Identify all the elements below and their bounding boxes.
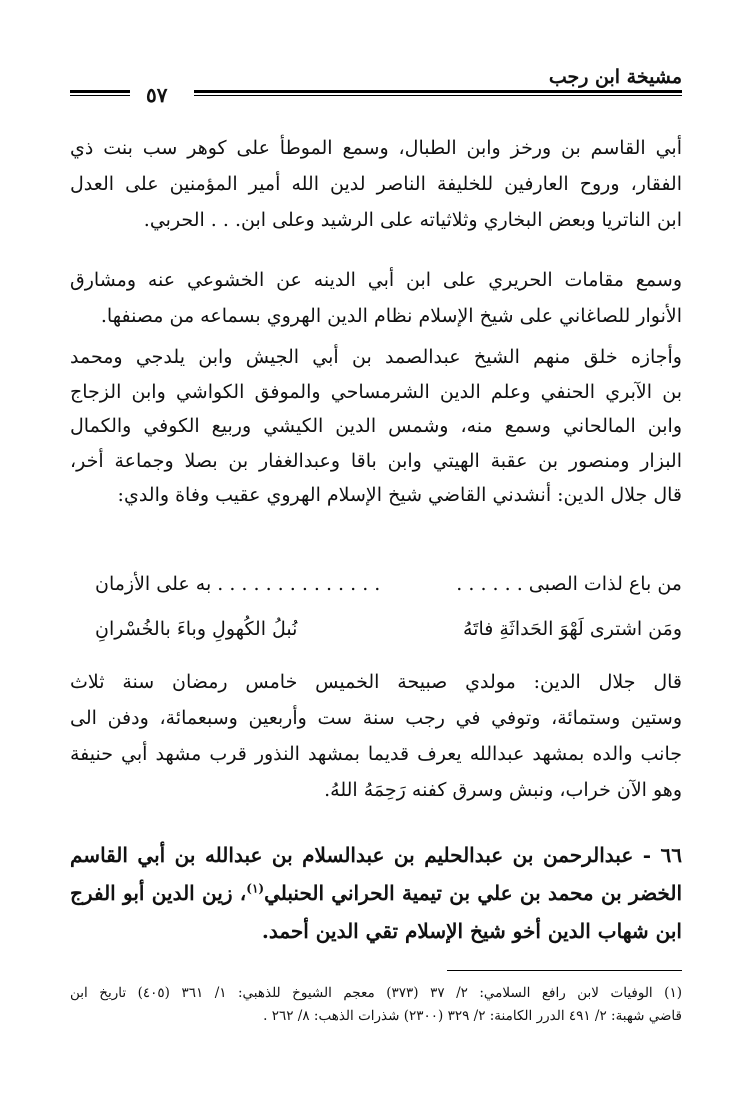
paragraph-1-line-2: الفقار، وروح العارفين للخليفة الناصر لدين الله أمير المؤمنين على العدل [70, 173, 682, 195]
paragraph-4-line-4: وهو الآن خراب، ونبش وسرق كفنه رَحِمَهُ اللهُ. [324, 779, 682, 801]
page-header [70, 66, 682, 106]
paragraph-3-line-4: البزار ومنصور بن عقبة الهيتي وابن باقا وعبدالغفار بن بصلا وجماعة أخر، [70, 450, 682, 472]
verse-2-first-hemistich: ومَن اشترى لَهْوَ الحَداثَةِ فاتَهُ [462, 618, 682, 640]
paragraph-1-line-1: أبي القاسم بن ورخز وابن الطبال، وسمع الموطأ على كوهر سب بنت ذي [70, 137, 682, 159]
verse-2-second-hemistich: نُبلُ الكُهولِ وباءَ بالخُسْرانِ [95, 618, 298, 640]
paragraph-3-line-1: وأجازه خلق منهم الشيخ عبدالصمد بن أبي الجيش وابن يلدجي ومحمد [70, 346, 682, 368]
footnote-separator [447, 970, 682, 971]
running-title: مشيخة ابن رجب [548, 66, 682, 88]
header-rule-short [70, 90, 130, 96]
entry-66-line-3: ابن شهاب الدين أخو شيخ الإسلام تقي الدين أحمد. [261, 919, 682, 943]
header-rule-long [194, 90, 682, 96]
paragraph-3-line-3: وابن المالحاني وسمع منه، وشمس الدين الكيشي وربيع الكوفي والكمال [70, 415, 682, 437]
verse-1-first-hemistich: من باع لذات الصبى . . . . . . [456, 573, 682, 595]
entry-66-line-2-text: الخضر بن محمد بن علي بن تيمية الحراني الحنبلي [264, 881, 682, 905]
entry-66-line-2-tail: ، زين الدين أبو الفرج [70, 881, 247, 905]
paragraph-2-line-1: وسمع مقامات الحريري على ابن أبي الدينه عن الخشوعي عنه ومشارق [70, 269, 682, 291]
footnote-reference[interactable]: (١) [246, 881, 265, 896]
paragraph-3-line-2: بن الآبري الحنفي وعلم الدين الشرمساحي والموفق الكواشي وابن الزجاج [70, 381, 682, 403]
paragraph-1-line-3: ابن الناتريا وبعض البخاري وثلاثياته على الرشيد وعلى ابن. . . الحربي. [143, 209, 682, 231]
footnote-line-2: قاضي شهبة: ٢/ ٤٩١ الدرر الكامنة: ٢/ ٣٢٩ (٢٣٠٠) شذرات الذهب: ٨/ ٢٦٢ . [263, 1008, 682, 1024]
entry-66-line-1: ٦٦ - عبدالرحمن بن عبدالحليم بن عبدالسلام بن عبدالله بن أبي القاسم [70, 843, 682, 867]
page-number: ٥٧ [146, 83, 168, 107]
paragraph-3-line-5: قال جلال الدين: أنشدني القاضي شيخ الإسلام الهروي عقيب وفاة والدي: [117, 484, 682, 506]
footnote-line-1: (١) الوفيات لابن رافع السلامي: ٢/ ٣٧ (٣٧٣) معجم الشيوخ للذهبي: ١/ ٣٦١ (٤٠٥) تاريخ ابن [70, 985, 682, 1001]
paragraph-4-line-3: جانب والده بمشهد عبدالله يعرف قديما بمشهد النذور قرب مشهد أبي حنيفة [70, 743, 682, 765]
paragraph-4-line-2: وستين وستمائة، وتوفي في رجب سنة ست وأربعين وسبعمائة، ودفن الى [70, 707, 682, 729]
paragraph-4-line-1: قال جلال الدين: مولدي صبيحة الخميس خامس رمضان سنة ثلاث [70, 671, 682, 693]
verse-1-second-hemistich: . . . . . . . . . . . . . . به على الأزمان [95, 573, 381, 595]
paragraph-2-line-2: الأنوار للصاغاني على شيخ الإسلام نظام الدين الهروي بسماعه من مصنفها. [100, 305, 682, 327]
entry-66-line-2 [70, 876, 682, 910]
